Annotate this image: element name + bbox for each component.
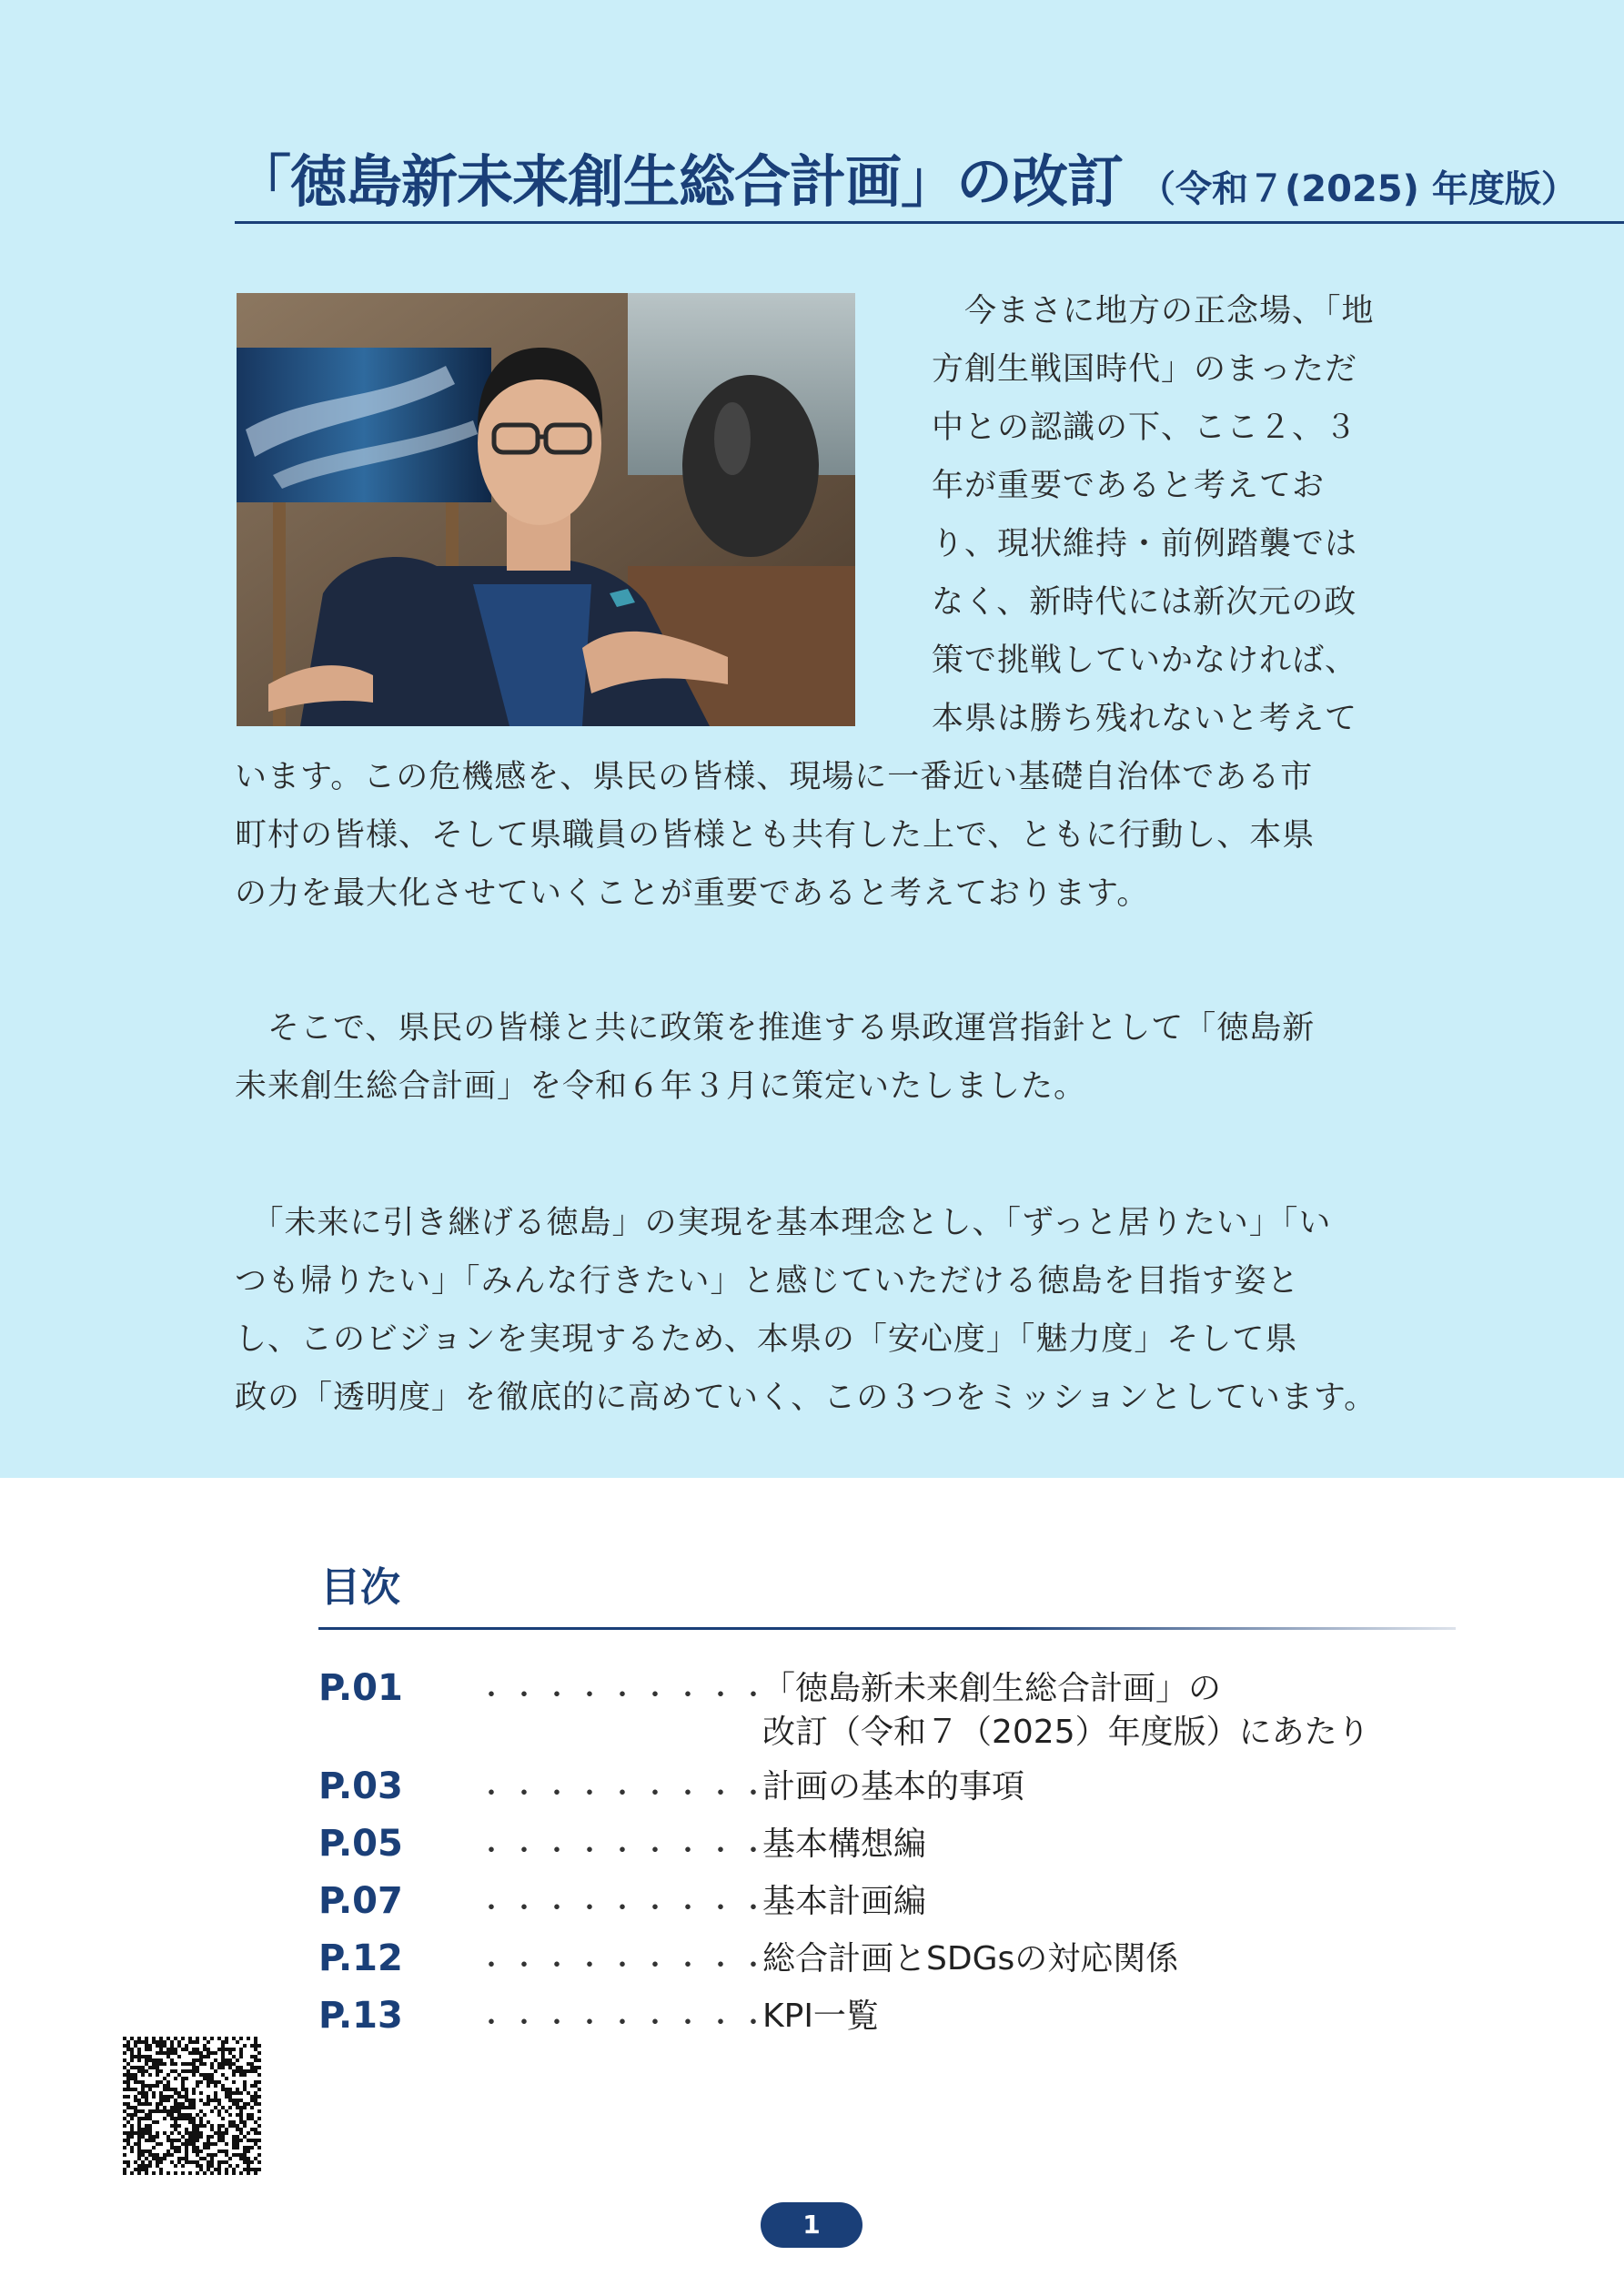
text-line: 政の「透明度」を徹底的に高めていく、この３つをミッションとしています。 — [235, 1380, 1377, 1416]
intro-paragraph-1-side-text — [932, 282, 1375, 748]
text-line: 今まさに地方の正念場、「地 — [932, 293, 1375, 329]
text-line: 方創生戦国時代」のまっただ — [932, 351, 1358, 388]
text-line: 中との認識の下、ここ２、３ — [932, 410, 1358, 446]
toc-leader-dots: ・・・・・・・・・ — [478, 1680, 772, 1712]
text-line: そこで、県民の皆様と共に政策を推進する県政運営指針として「徳島新 — [235, 1010, 1316, 1047]
text-line: 未来創生総合計画」を令和６年３月に策定いたしました。 — [235, 1068, 1087, 1105]
text-line: 策で挑戦していかなければ、 — [932, 642, 1358, 679]
page-title: 「徳島新未来創生総合計画」の改訂 — [235, 148, 1124, 215]
toc-leader-dots: ・・・・・・・・・ — [478, 1950, 772, 1982]
toc-title-line: 改訂（令和７（2025）年度版）にあたり — [762, 1714, 1370, 1751]
toc-page-number: P.12 — [318, 1937, 403, 1979]
intro-paragraph-3 — [235, 1194, 1377, 1427]
page-subtitle: （令和７(2025) 年度版） — [1139, 168, 1578, 210]
text-line: 本県は勝ち残れないと考えて — [932, 701, 1358, 737]
governor-photo — [237, 293, 855, 726]
toc-entry-title: 基本構想編 — [762, 1826, 927, 1863]
intro-paragraph-2 — [235, 999, 1315, 1116]
text-line: し、このビジョンを実現するため、本県の「安心度」「魅力度」そして県 — [235, 1321, 1298, 1358]
title-divider — [235, 221, 1624, 224]
toc-page-number: P.07 — [318, 1880, 403, 1922]
toc-page-number: P.05 — [318, 1823, 403, 1865]
text-line: り、現状維持・前例踏襲では — [932, 526, 1358, 562]
text-line: つも帰りたい」「みんな行きたい」と感じていただける徳島を目指す姿と — [235, 1263, 1300, 1300]
toc-leader-dots: ・・・・・・・・・ — [478, 1893, 772, 1925]
toc-divider — [318, 1627, 1456, 1630]
toc-title-line: 「徳島新未来創生総合計画」の — [762, 1670, 1222, 1707]
toc-entry-title: 計画の基本的事項 — [762, 1768, 1025, 1805]
text-line: の力を最大化させていくことが重要であると考えております。 — [235, 875, 1150, 912]
qr-code[interactable] — [123, 2037, 261, 2175]
toc-leader-dots: ・・・・・・・・・ — [478, 1778, 772, 1810]
page-number-badge: 1 — [761, 2202, 862, 2248]
toc-leader-dots: ・・・・・・・・・ — [478, 1836, 772, 1867]
text-line: 「未来に引き継げる徳島」の実現を基本理念とし、「ずっと居りたい」「い — [235, 1205, 1332, 1241]
toc-entry-title: 基本計画編 — [762, 1883, 927, 1920]
toc-leader-dots: ・・・・・・・・・ — [478, 2008, 772, 2039]
text-line: 年が重要であると考えてお — [932, 468, 1326, 504]
toc-page-number: P.03 — [318, 1765, 403, 1807]
toc-page-number: P.01 — [318, 1667, 403, 1709]
text-line: なく、新時代には新次元の政 — [932, 584, 1357, 621]
toc-entry-title — [762, 1667, 1370, 1755]
toc-entry-title: KPI一覧 — [762, 1998, 879, 2035]
text-line: 町村の皆様、そして県職員の皆様とも共有した上で、ともに行動し、本県 — [235, 817, 1316, 854]
toc-page-number: P.13 — [318, 1995, 403, 2037]
intro-paragraph-1-continued — [235, 748, 1315, 923]
page-title-row — [235, 137, 1624, 224]
text-line: います。この危機感を、県民の皆様、現場に一番近い基礎自治体である市 — [235, 759, 1314, 795]
toc-heading: 目次 — [320, 1564, 400, 1611]
toc-entry-title: 総合計画とSDGsの対応関係 — [762, 1940, 1179, 1977]
